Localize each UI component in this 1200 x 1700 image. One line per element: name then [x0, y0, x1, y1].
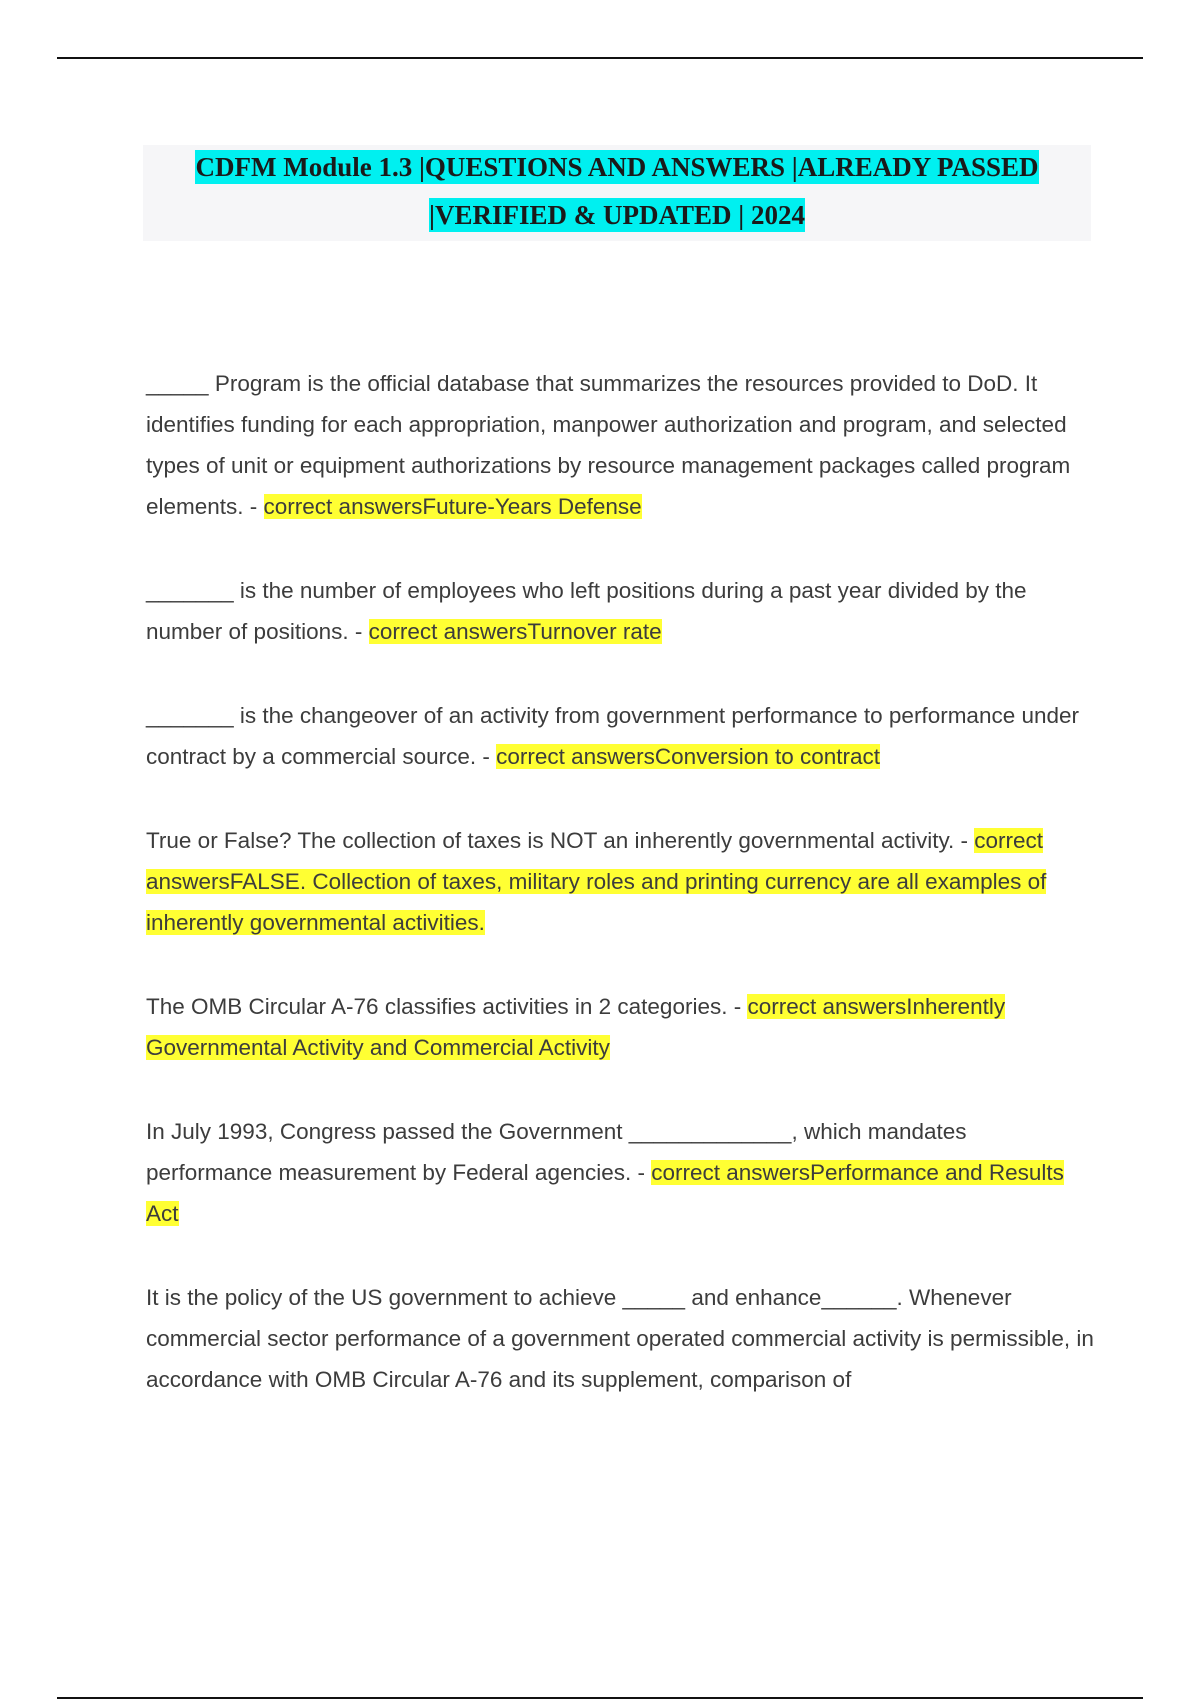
qa-item-3: [146, 695, 1096, 777]
bottom-rule: [57, 1697, 1143, 1699]
qa-item-2: [146, 570, 1096, 652]
qa-item-5: [146, 986, 1096, 1068]
question-text: True or False? The collection of taxes is NOT an inherently governmental activity. -: [146, 828, 975, 853]
qa-item-6: [146, 1111, 1096, 1234]
answer-text: correct answersFALSE. Collection of taxes, military roles and printing currency are all examples of inherently governmental activities.: [146, 828, 1047, 935]
answer-text: correct answersConversion to contract: [496, 744, 881, 769]
top-rule: [57, 57, 1143, 59]
question-text: _____ Program is the official database that summarizes the resources provided to DoD. It identifies funding for each appropriation, manpower authorization and program, and selected types of unit or equipment authorizations by resource management packages called program elements. -: [146, 371, 1071, 519]
answer-text: correct answersFuture-Years Defense: [263, 494, 642, 519]
question-text: In July 1993, Congress passed the Government _____________, which mandates performance measurement by Federal agencies. -: [146, 1119, 967, 1185]
question-text: _______ is the number of employees who left positions during a past year divided by the number of positions. -: [146, 578, 1027, 644]
title-line-1: CDFM Module 1.3 |QUESTIONS AND ANSWERS |ALREADY PASSED: [195, 152, 1039, 182]
qa-item-4: [146, 820, 1096, 943]
question-text: It is the policy of the US government to achieve _____ and enhance______. Whenever commercial sector performance of a government operated commercial activity is permissible, in accordance with OMB Circular A-76 and its supplement, comparison of: [146, 1285, 1094, 1392]
answer-text: correct answersInherently Governmental Activity and Commercial Activity: [146, 994, 1006, 1060]
qa-item-1: [146, 363, 1096, 527]
answer-text: correct answersPerformance and Results Act: [146, 1160, 1064, 1226]
document-title: [143, 143, 1091, 239]
question-text: The OMB Circular A-76 classifies activities in 2 categories. -: [146, 994, 748, 1019]
answer-text: correct answersTurnover rate: [368, 619, 662, 644]
qa-item-7: [146, 1277, 1096, 1400]
title-line-2: |VERIFIED & UPDATED | 2024: [429, 200, 805, 230]
qa-list: [146, 363, 1096, 1443]
question-text: _______ is the changeover of an activity from government performance to performance under contract by a commercial source. -: [146, 703, 1080, 769]
